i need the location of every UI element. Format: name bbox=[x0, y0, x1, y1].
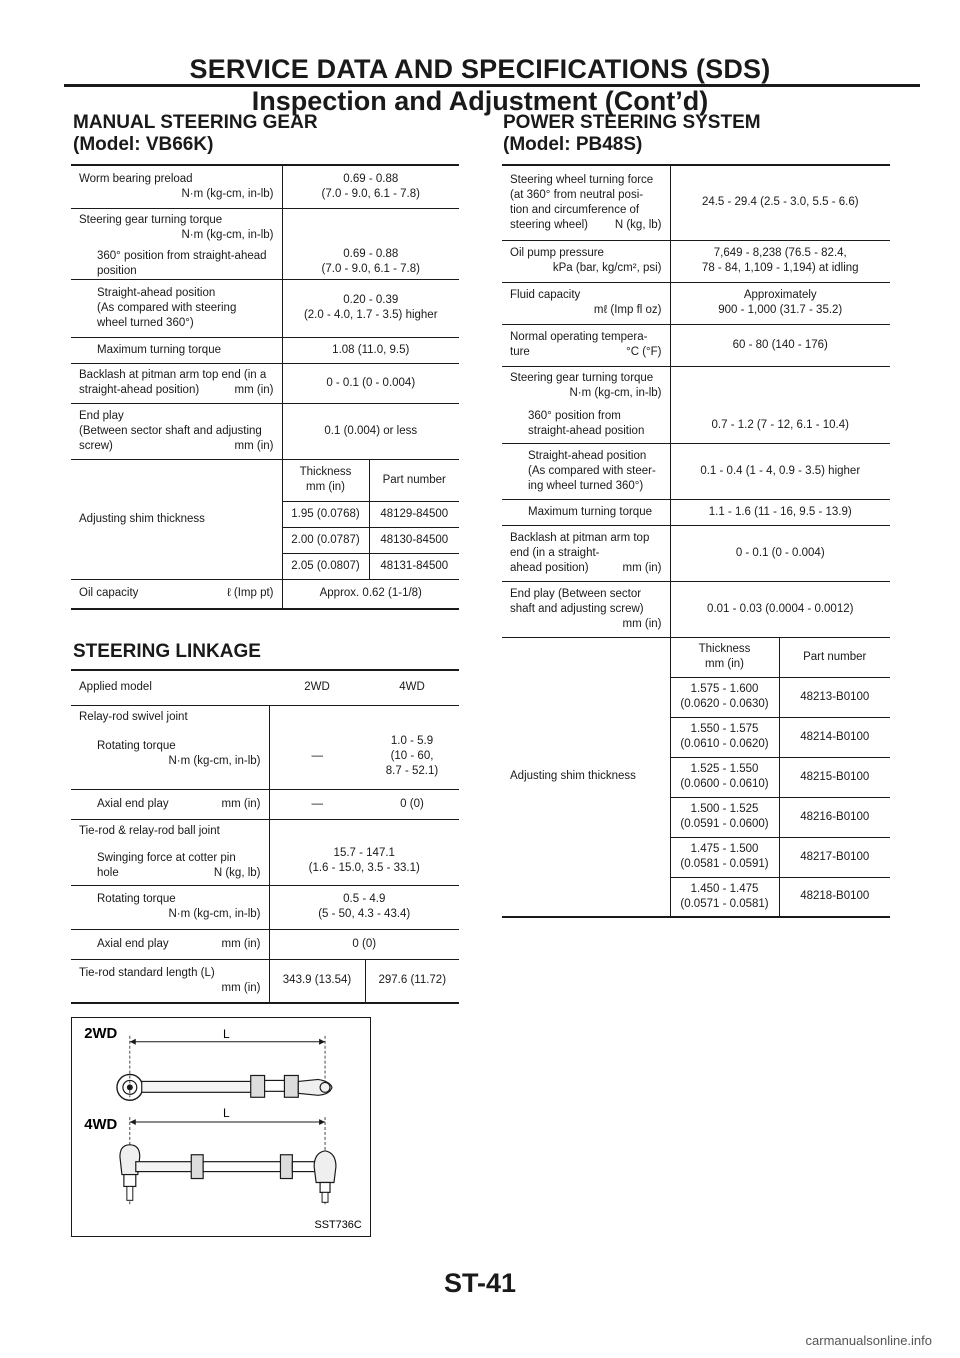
row-label: end (in a straight- bbox=[510, 546, 600, 559]
row-unit: N·m (kg-cm, in-lb) bbox=[168, 754, 261, 767]
col-header: Part number bbox=[369, 459, 459, 501]
row-label: hole bbox=[97, 866, 119, 879]
row-unit: ℓ (Imp pt) bbox=[226, 587, 274, 600]
shim-thickness: 1.475 - 1.500 bbox=[690, 843, 759, 855]
row-unit: mm (in) bbox=[234, 384, 274, 396]
row-value: 8.7 - 52.1) bbox=[385, 764, 439, 777]
shim-thickness: (0.0610 - 0.0620) bbox=[680, 738, 769, 750]
row-label: End play (Between sector bbox=[510, 587, 642, 600]
row-label: shaft and adjusting screw) bbox=[510, 602, 644, 615]
col-header: mm (in) bbox=[705, 658, 744, 670]
steering-linkage-title: STEERING LINKAGE bbox=[73, 641, 261, 662]
shim-thickness: 2.05 (0.0807) bbox=[282, 553, 369, 579]
row-label: Relay-rod swivel joint bbox=[79, 710, 188, 723]
table-row bbox=[502, 499, 890, 525]
power-title-line1: POWER STEERING SYSTEM bbox=[503, 112, 761, 133]
row-value: — bbox=[269, 789, 365, 819]
dim-l-2wd: L bbox=[222, 1026, 230, 1041]
row-label: (As compared with steer- bbox=[528, 464, 656, 477]
power-title-line2: (Model: PB48S) bbox=[503, 134, 643, 155]
shim-thickness: 1.450 - 1.475 bbox=[690, 882, 759, 895]
ball-joint-icon bbox=[124, 1175, 136, 1187]
shim-part-number: 48215-B0100 bbox=[779, 757, 890, 797]
row-label: Tie-rod & relay-rod ball joint bbox=[79, 824, 220, 837]
row-label: Fluid capacity bbox=[510, 289, 581, 301]
row-label: (Between sector shaft and adjusting bbox=[79, 424, 262, 437]
tie-rod-2wd bbox=[265, 1080, 285, 1091]
figure-code: SST736C bbox=[314, 1219, 362, 1232]
row-value: (7.0 - 9.0, 6.1 - 7.8) bbox=[321, 262, 420, 275]
row-unit: N·m (kg-cm, in-lb) bbox=[181, 187, 274, 200]
dim-l-4wd: L bbox=[222, 1106, 230, 1121]
adjuster-sleeve-icon bbox=[251, 1075, 265, 1097]
row-unit: mm (in) bbox=[221, 981, 261, 994]
row-value: 60 - 80 (140 - 176) bbox=[670, 324, 890, 366]
row-value: 900 - 1,000 (31.7 - 35.2) bbox=[718, 304, 843, 316]
tie-rod-end-icon bbox=[314, 1151, 336, 1183]
shim-part-number: 48214-B0100 bbox=[779, 717, 890, 757]
label-4wd: 4WD bbox=[84, 1116, 118, 1133]
row-value: 0.01 - 0.03 (0.0004 - 0.0012) bbox=[670, 581, 890, 637]
row-label: Rotating torque bbox=[97, 739, 176, 752]
row-value: 1.1 - 1.6 (11 - 16, 9.5 - 13.9) bbox=[670, 499, 890, 525]
shim-part-number: 48216-B0100 bbox=[779, 797, 890, 837]
row-value: 297.6 (11.72) bbox=[365, 959, 459, 1003]
arrow-head bbox=[130, 1119, 136, 1125]
row-value: Approx. 0.62 (1-1/8) bbox=[282, 579, 459, 609]
shim-thickness: 1.500 - 1.525 bbox=[690, 803, 759, 815]
page-number: ST-41 bbox=[443, 1268, 517, 1298]
table-row bbox=[502, 282, 890, 324]
row-unit: N·m (kg-cm, in-lb) bbox=[181, 228, 274, 241]
shim-thickness: (0.0571 - 0.0581) bbox=[680, 897, 769, 910]
row-value: 0.1 (0.004) or less bbox=[282, 403, 459, 459]
manual-steering-title bbox=[73, 112, 318, 156]
shim-part-number: 48218-B0100 bbox=[779, 877, 890, 917]
adjuster-sleeve-icon bbox=[284, 1075, 298, 1097]
row-label: wheel turned 360°) bbox=[97, 316, 194, 329]
row-label: Applied model bbox=[79, 681, 152, 694]
ball-joint-icon bbox=[127, 1084, 133, 1090]
row-value: 0 (0) bbox=[269, 929, 459, 959]
row-label: Backlash at pitman arm top bbox=[510, 531, 650, 544]
row-value: — bbox=[269, 705, 365, 789]
col-header-2wd: 2WD bbox=[304, 681, 330, 694]
tie-rod-diagram bbox=[72, 1018, 370, 1236]
row-label: Adjusting shim thickness bbox=[510, 770, 636, 783]
row-unit: mm (in) bbox=[221, 797, 261, 810]
row-value: 343.9 (13.54) bbox=[269, 959, 365, 1003]
row-label: (As compared with steering bbox=[97, 301, 237, 314]
row-label: 360° position from straight-ahead bbox=[97, 249, 267, 262]
row-label: Straight-ahead position bbox=[528, 449, 647, 462]
label-2wd: 2WD bbox=[84, 1025, 118, 1042]
table-row bbox=[502, 637, 890, 677]
row-label: Steering gear turning torque bbox=[510, 371, 654, 384]
table-row bbox=[71, 279, 459, 337]
table-row bbox=[502, 581, 890, 637]
table-row bbox=[502, 324, 890, 366]
row-value: 0 (0) bbox=[400, 797, 424, 810]
col-header: Thickness bbox=[698, 643, 751, 655]
tie-rod-length-figure bbox=[71, 1017, 371, 1237]
tie-rod-end-icon bbox=[298, 1079, 332, 1095]
row-unit: mm (in) bbox=[234, 439, 274, 452]
row-label: Swinging force at cotter pin bbox=[97, 851, 236, 864]
table-row bbox=[71, 166, 459, 208]
shim-thickness: (0.0581 - 0.0591) bbox=[680, 858, 769, 870]
row-label: 360° position from bbox=[528, 409, 621, 422]
row-value: 0.69 - 0.88 bbox=[343, 247, 399, 260]
arrow-head bbox=[319, 1119, 325, 1125]
adjuster-sleeve-icon bbox=[191, 1155, 203, 1179]
table-row bbox=[71, 819, 459, 885]
page-header-title: SERVICE DATA AND SPECIFICATIONS (SDS) bbox=[189, 54, 771, 84]
tie-rod-4wd bbox=[292, 1162, 316, 1172]
row-label: Rotating torque bbox=[97, 893, 176, 905]
row-value: 0.7 - 1.2 (7 - 12, 6.1 - 10.4) bbox=[670, 366, 890, 443]
row-label: Steering gear turning torque bbox=[79, 213, 223, 226]
row-value: (7.0 - 9.0, 6.1 - 7.8) bbox=[321, 187, 420, 200]
watermark: carmanualsonline.info bbox=[805, 1333, 932, 1348]
table-row bbox=[71, 403, 459, 459]
table-row bbox=[71, 959, 459, 1003]
steering-linkage-table bbox=[71, 671, 459, 1004]
row-value: 15.7 - 147.1 bbox=[333, 847, 395, 859]
row-label: steering wheel) bbox=[510, 218, 588, 231]
arrow-head bbox=[319, 1039, 325, 1045]
manual-steering-table bbox=[71, 166, 459, 610]
row-unit: N·m (kg-cm, in-lb) bbox=[168, 908, 261, 920]
row-label: Tie-rod standard length (L) bbox=[79, 966, 215, 979]
shim-part-number: 48130-84500 bbox=[369, 527, 459, 553]
row-unit: N·m (kg-cm, in-lb) bbox=[569, 386, 662, 399]
row-value: Approximately bbox=[743, 289, 817, 301]
shim-part-number: 48217-B0100 bbox=[779, 837, 890, 877]
ball-stud-icon bbox=[320, 1182, 330, 1192]
shim-thickness: 1.550 - 1.575 bbox=[690, 723, 759, 735]
table-row bbox=[502, 240, 890, 282]
row-label: straight-ahead position) bbox=[79, 384, 200, 396]
row-label: straight-ahead position bbox=[528, 424, 645, 437]
row-value: 0.1 - 0.4 (1 - 4, 0.9 - 3.5) higher bbox=[670, 443, 890, 499]
col-header-4wd: 4WD bbox=[399, 681, 425, 694]
relay-rod-4wd bbox=[136, 1162, 195, 1172]
row-unit: °C (°F) bbox=[626, 346, 662, 358]
table-row bbox=[502, 166, 890, 240]
row-label: Worm bearing preload bbox=[79, 172, 193, 185]
adjuster-sleeve-icon bbox=[280, 1155, 292, 1179]
shim-thickness: 1.525 - 1.550 bbox=[690, 763, 759, 775]
row-label: Straight-ahead position bbox=[97, 286, 216, 299]
row-unit: mℓ (Imp fl oz) bbox=[593, 304, 662, 316]
shim-thickness: (0.0591 - 0.0600) bbox=[680, 818, 769, 830]
power-steering-table bbox=[502, 166, 890, 918]
col-header: mm (in) bbox=[306, 481, 345, 493]
col-header: Part number bbox=[779, 637, 890, 677]
table-row bbox=[71, 459, 459, 501]
table-row bbox=[71, 705, 459, 789]
row-value: 7,649 - 8,238 (76.5 - 82.4, bbox=[713, 247, 847, 259]
table-row bbox=[502, 525, 890, 581]
table-row bbox=[71, 671, 459, 705]
shim-thickness: (0.0620 - 0.0630) bbox=[680, 698, 769, 710]
row-label: screw) bbox=[79, 439, 113, 452]
shim-thickness: 1.95 (0.0768) bbox=[282, 501, 369, 527]
manual-title-line2: (Model: VB66K) bbox=[73, 134, 214, 155]
row-unit: N (kg, lb) bbox=[213, 866, 261, 879]
ball-stud-icon bbox=[322, 1192, 328, 1202]
row-label: Adjusting shim thickness bbox=[79, 512, 205, 525]
arrow-head bbox=[130, 1039, 136, 1045]
ball-stud-icon bbox=[127, 1186, 133, 1200]
row-label: Axial end play bbox=[97, 797, 169, 810]
row-label: Oil capacity bbox=[79, 587, 139, 600]
row-unit: mm (in) bbox=[622, 617, 662, 630]
row-label: Maximum turning torque bbox=[97, 343, 221, 356]
row-label: tion and circumference of bbox=[510, 203, 640, 216]
row-value: 78 - 84, 1,109 - 1,194) at idling bbox=[701, 262, 859, 274]
row-label: Oil pump pressure bbox=[510, 247, 604, 259]
table-row bbox=[71, 929, 459, 959]
table-row bbox=[71, 579, 459, 609]
row-value: 24.5 - 29.4 (2.5 - 3.0, 5.5 - 6.6) bbox=[670, 166, 890, 240]
row-label: Axial end play bbox=[97, 937, 169, 950]
table-row bbox=[502, 366, 890, 443]
row-value: (2.0 - 4.0, 1.7 - 3.5) higher bbox=[303, 309, 438, 321]
tie-rod-4wd bbox=[203, 1162, 282, 1172]
shim-part-number: 48131-84500 bbox=[369, 553, 459, 579]
row-value: 1.08 (11.0, 9.5) bbox=[282, 337, 459, 363]
row-label: position bbox=[97, 264, 137, 277]
row-label: End play bbox=[79, 409, 124, 422]
table-row bbox=[71, 363, 459, 403]
row-value: 0.20 - 0.39 bbox=[343, 294, 399, 306]
page-header-subtitle: Inspection and Adjustment (Cont’d) bbox=[251, 86, 709, 116]
table-row bbox=[71, 208, 459, 279]
row-label: (at 360° from neutral posi- bbox=[510, 188, 644, 201]
row-value: (10 - 60, bbox=[390, 749, 434, 762]
manual-title-line1: MANUAL STEERING GEAR bbox=[73, 112, 318, 133]
row-label: ture bbox=[510, 346, 530, 358]
table-row bbox=[71, 789, 459, 819]
row-value: (1.6 - 15.0, 3.5 - 33.1) bbox=[308, 862, 420, 874]
row-label: ing wheel turned 360°) bbox=[528, 479, 644, 492]
shim-thickness: 2.00 (0.0787) bbox=[282, 527, 369, 553]
table-row bbox=[71, 885, 459, 929]
shim-part-number: 48213-B0100 bbox=[779, 677, 890, 717]
row-unit: kPa (bar, kg/cm², psi) bbox=[552, 262, 662, 274]
row-value: 0.69 - 0.88 bbox=[343, 172, 399, 185]
relay-rod-2wd bbox=[142, 1081, 261, 1092]
row-value: 0.5 - 4.9 bbox=[343, 893, 386, 905]
row-value: 0 - 0.1 (0 - 0.004) bbox=[670, 525, 890, 581]
shim-thickness: (0.0600 - 0.0610) bbox=[680, 778, 769, 790]
row-label: Steering wheel turning force bbox=[510, 173, 654, 186]
col-header: Thickness bbox=[299, 466, 352, 478]
row-value: 1.0 - 5.9 bbox=[390, 734, 434, 747]
row-label: Normal operating tempera- bbox=[510, 331, 648, 343]
row-unit: mm (in) bbox=[221, 937, 261, 950]
table-row bbox=[502, 443, 890, 499]
shim-part-number: 48129-84500 bbox=[369, 501, 459, 527]
table-row bbox=[71, 337, 459, 363]
row-label: Backlash at pitman arm top end (in a bbox=[79, 369, 267, 381]
row-value: (5 - 50, 4.3 - 43.4) bbox=[318, 908, 411, 920]
power-steering-title bbox=[503, 112, 761, 156]
row-value: 0 - 0.1 (0 - 0.004) bbox=[282, 363, 459, 403]
row-unit: N (kg, lb) bbox=[614, 218, 662, 231]
row-label: ahead position) bbox=[510, 561, 589, 574]
row-label: Maximum turning torque bbox=[528, 505, 652, 518]
row-unit: mm (in) bbox=[622, 561, 662, 574]
shim-thickness: 1.575 - 1.600 bbox=[690, 683, 759, 695]
